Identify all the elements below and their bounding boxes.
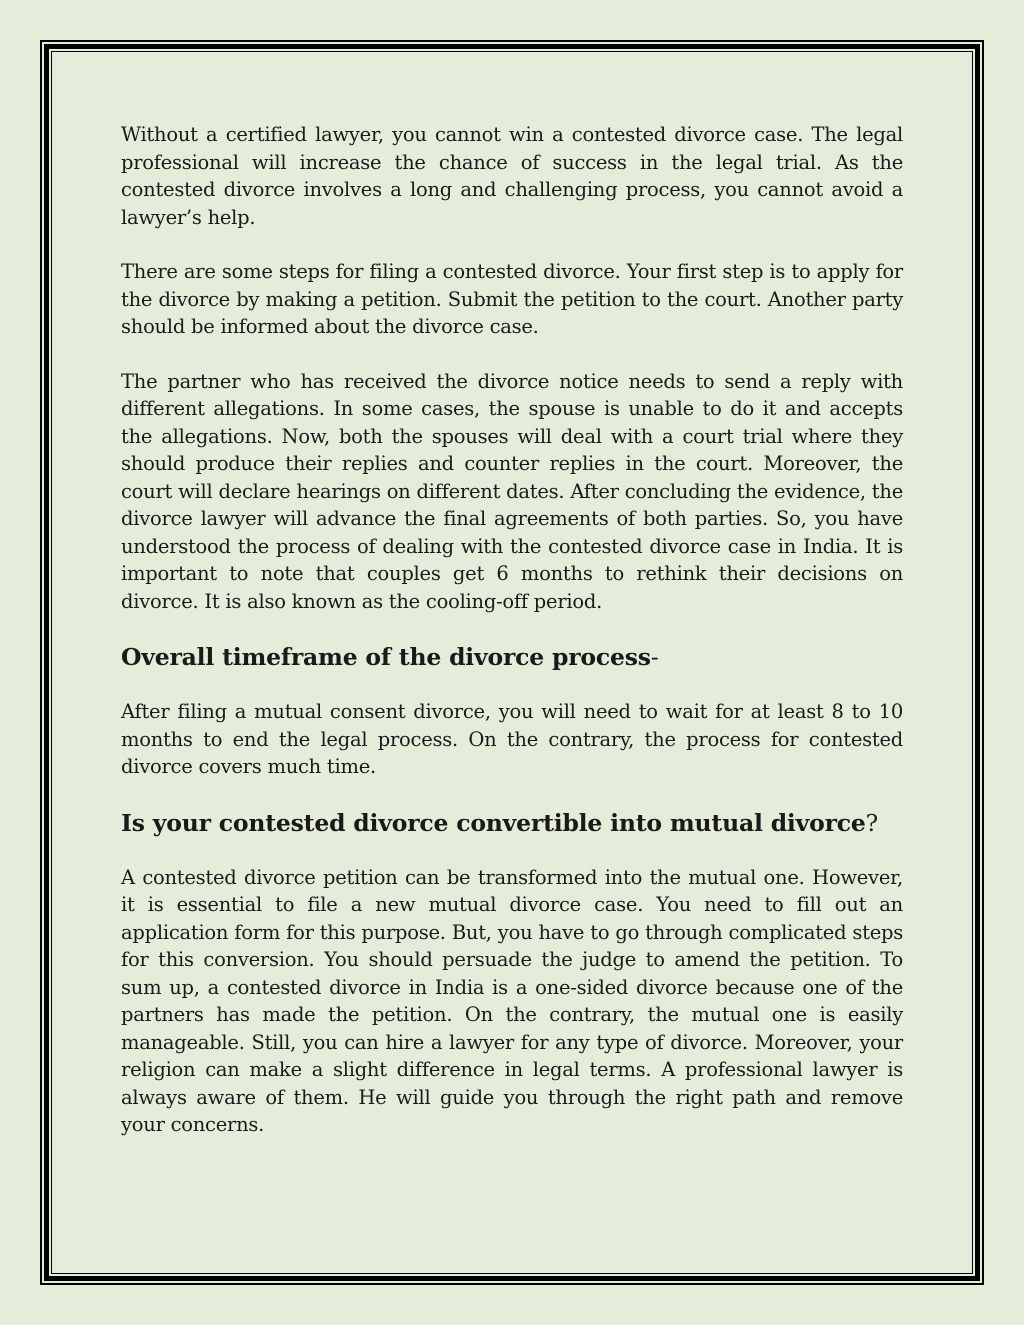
paragraph-filing-steps: There are some steps for filing a contested divorce. Your first step is to apply for the divorce by making a petition. Submit the petition to the court. Another party should be informed about the divorce case.: [121, 260, 903, 338]
paragraph-lawyer-need: Without a certified lawyer, you cannot win a contested divorce case. The legal professional will increase the chance of success in the legal trial. As the contested divorce involves a long and challenging process, you cannot avoid a lawyer’s help.: [121, 123, 903, 229]
heading-conversion-trail: ?: [865, 808, 879, 837]
paragraph-conversion: A contested divorce petition can be transformed into the mutual one. However, it is essential to file a new mutual divorce case. You need to fill out an application form for this purpose. But, you have to go through complicated steps for this conversion. You should persuade the judge to amend the petition. To sum up, a contested divorce in India is a one-sided divorce because one of the partners has made the petition. On the contrary, the mutual one is easily manageable. Still, you can hire a lawyer for any type of divorce. Moreover, your religion can make a slight difference in legal terms. A professional lawyer is always aware of them. He will guide you through the right path and remove your concerns.: [121, 865, 903, 1136]
document-body: [121, 121, 903, 1166]
heading-timeframe-text: Overall timeframe of the divorce process: [121, 643, 651, 671]
heading-conversion-text: Is your contested divorce convertible into mutual divorce: [121, 808, 866, 837]
heading-conversion: [121, 808, 903, 838]
heading-timeframe: [121, 642, 903, 672]
paragraph-timeframe: After filing a mutual consent divorce, you will need to wait for at least 8 to 10 months to end the legal process. On the contrary, the process for contested divorce covers much time.: [121, 700, 903, 778]
paragraph-court-process: The partner who has received the divorce notice needs to send a reply with different allegations. In some cases, the spouse is unable to do it and accepts the allegations. Now, both the spouses will deal with a court trial where they should produce their replies and counter replies in the court. Moreover, the court will declare hearings on different dates. After concluding the evidence, the divorce lawyer will advance the final agreements of both parties. So, you have understood the process of dealing with the contested divorce case in India. It is important to note that couples get 6 months to rethink their decisions on divorce. It is also known as the cooling-off period.: [121, 369, 903, 613]
heading-timeframe-trail: -: [650, 643, 659, 671]
